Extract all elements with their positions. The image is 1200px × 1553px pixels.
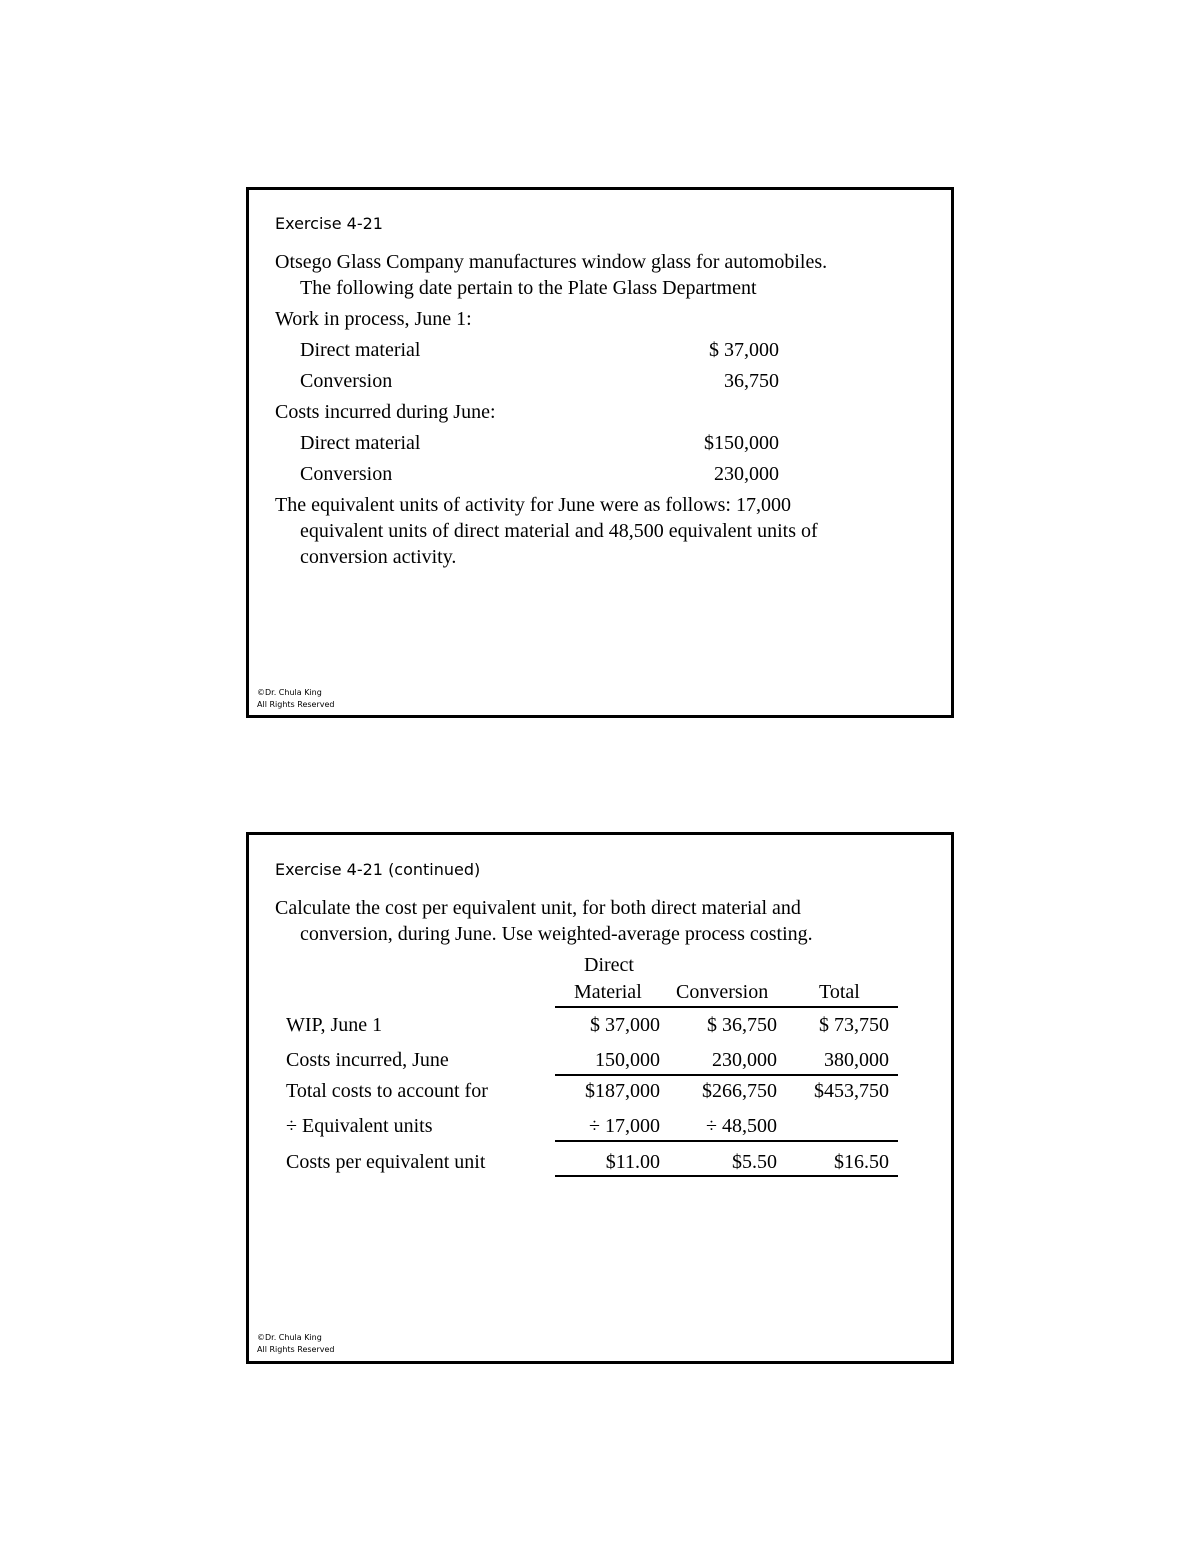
row-dm: ÷ 17,000 xyxy=(589,1115,660,1137)
row-label: WIP, June 1 xyxy=(286,1014,383,1036)
copyright-line-1: ©Dr. Chula King xyxy=(257,688,322,697)
copyright-line-1: ©Dr. Chula King xyxy=(257,1333,322,1342)
row-conversion: $266,750 xyxy=(702,1080,777,1102)
intro-line-1: Calculate the cost per equivalent unit, for both direct material and xyxy=(275,897,801,919)
result-rule-top xyxy=(555,1140,898,1142)
row-dm: $187,000 xyxy=(585,1080,660,1102)
costs-dm-label: Direct material xyxy=(300,432,421,454)
copyright-line-2: All Rights Reserved xyxy=(257,700,335,709)
costs-dm-value: $150,000 xyxy=(704,432,779,454)
intro-line-2: The following date pertain to the Plate Glass Department xyxy=(300,277,757,299)
row-dm: 150,000 xyxy=(595,1049,660,1071)
header-dm-line-1: Direct xyxy=(584,954,634,976)
row-conversion: ÷ 48,500 xyxy=(706,1115,777,1137)
row-total: $16.50 xyxy=(834,1151,889,1173)
row-label: ÷ Equivalent units xyxy=(286,1115,433,1137)
intro-line-2: conversion, during June. Use weighted-average process costing. xyxy=(300,923,813,945)
row-label: Costs incurred, June xyxy=(286,1049,449,1071)
wip-conv-label: Conversion xyxy=(300,370,393,392)
header-dm-line-2: Material xyxy=(574,981,642,1003)
row-label: Costs per equivalent unit xyxy=(286,1151,486,1173)
row-dm: $ 37,000 xyxy=(590,1014,660,1036)
slide-exercise-4-21-continued xyxy=(246,832,954,1364)
subtotal-rule xyxy=(555,1074,898,1076)
costs-heading: Costs incurred during June: xyxy=(275,401,496,423)
row-label: Total costs to account for xyxy=(286,1080,488,1102)
row-total: 380,000 xyxy=(824,1049,889,1071)
copyright-notice xyxy=(257,1332,334,1356)
row-conversion: 230,000 xyxy=(712,1049,777,1071)
intro-line-1: Otsego Glass Company manufactures window glass for automobiles. xyxy=(275,251,828,273)
header-total: Total xyxy=(819,981,860,1003)
row-total: $ 73,750 xyxy=(819,1014,889,1036)
row-dm: $11.00 xyxy=(605,1151,660,1173)
costs-conv-value: 230,000 xyxy=(714,463,779,485)
wip-dm-value: $ 37,000 xyxy=(709,339,779,361)
copyright-line-2: All Rights Reserved xyxy=(257,1345,335,1354)
row-conversion: $ 36,750 xyxy=(707,1014,777,1036)
slide-exercise-4-21 xyxy=(246,187,954,718)
wip-heading: Work in process, June 1: xyxy=(275,308,472,330)
eu-line-1: The equivalent units of activity for June were as follows: 17,000 xyxy=(275,494,791,516)
slide-title: Exercise 4-21 xyxy=(275,214,383,233)
result-rule-bottom xyxy=(555,1175,898,1177)
wip-dm-label: Direct material xyxy=(300,339,421,361)
header-conversion: Conversion xyxy=(676,981,769,1003)
copyright-notice xyxy=(257,687,334,711)
header-rule xyxy=(555,1006,898,1008)
costs-conv-label: Conversion xyxy=(300,463,393,485)
slide-title: Exercise 4-21 (continued) xyxy=(275,860,481,879)
eu-line-3: conversion activity. xyxy=(300,546,457,568)
row-total: $453,750 xyxy=(814,1080,889,1102)
wip-conv-value: 36,750 xyxy=(724,370,779,392)
row-conversion: $5.50 xyxy=(732,1151,777,1173)
eu-line-2: equivalent units of direct material and 48,500 equivalent units of xyxy=(300,520,818,542)
